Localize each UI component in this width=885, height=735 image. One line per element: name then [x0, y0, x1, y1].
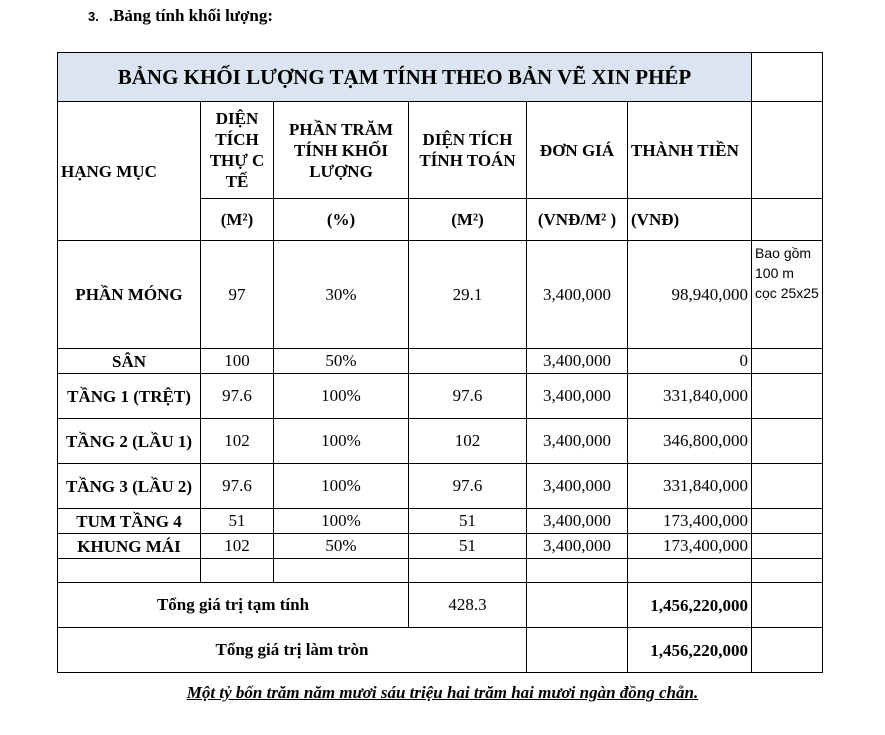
row-price: 3,400,000	[527, 509, 628, 534]
row-amount: 331,840,000	[628, 464, 752, 509]
empty-cell	[752, 53, 823, 102]
empty-cell	[752, 628, 823, 673]
empty-cell	[527, 583, 628, 628]
row-calc: 97.6	[409, 374, 527, 419]
row-calc: 29.1	[409, 241, 527, 349]
row-percent: 50%	[274, 534, 409, 559]
row-calc	[409, 349, 527, 374]
table-title: BẢNG KHỐI LƯỢNG TẠM TÍNH THEO BẢN VẼ XIN PHÉP	[58, 53, 752, 102]
row-actual: 51	[201, 509, 274, 534]
row-note	[752, 419, 823, 464]
row-price: 3,400,000	[527, 349, 628, 374]
row-actual: 102	[201, 419, 274, 464]
row-amount: 98,940,000	[628, 241, 752, 349]
total-rounded-row	[58, 628, 823, 673]
row-actual: 97	[201, 241, 274, 349]
header-percent: PHẦN TRĂM TÍNH KHỐI LƯỢNG	[274, 102, 409, 199]
row-percent: 100%	[274, 419, 409, 464]
total-rounded-amount: 1,456,220,000	[628, 628, 752, 673]
row-amount: 346,800,000	[628, 419, 752, 464]
row-note	[752, 349, 823, 374]
row-actual: 97.6	[201, 374, 274, 419]
unit-actual-area: (M²)	[201, 199, 274, 241]
row-calc: 102	[409, 419, 527, 464]
unit-price: (VNĐ/M² )	[527, 199, 628, 241]
row-amount: 173,400,000	[628, 509, 752, 534]
row-note	[752, 464, 823, 509]
header-item: HẠNG MỤC	[58, 102, 201, 241]
empty-cell	[752, 583, 823, 628]
row-item: KHUNG MÁI	[58, 534, 201, 559]
row-calc: 51	[409, 534, 527, 559]
row-item: TẦNG 2 (LẦU 1)	[58, 419, 201, 464]
table-row	[58, 464, 823, 509]
table-row	[58, 534, 823, 559]
row-note	[752, 374, 823, 419]
header-unit-price: ĐƠN GIÁ	[527, 102, 628, 199]
row-note	[752, 509, 823, 534]
table-row	[58, 419, 823, 464]
row-note: Bao gồm 100 m cọc 25x25	[752, 241, 823, 349]
table-row	[58, 374, 823, 419]
quantity-table	[57, 52, 823, 673]
row-percent: 100%	[274, 374, 409, 419]
unit-calc-area: (M²)	[409, 199, 527, 241]
row-item: SÂN	[58, 349, 201, 374]
row-amount: 331,840,000	[628, 374, 752, 419]
row-amount: 0	[628, 349, 752, 374]
row-percent: 50%	[274, 349, 409, 374]
header-amount: THÀNH TIỀN	[628, 102, 752, 199]
header-calc-area: DIỆN TÍCH TÍNH TOÁN	[409, 102, 527, 199]
empty-cell	[527, 628, 628, 673]
total-estimate-area: 428.3	[409, 583, 527, 628]
total-estimate-label: Tổng giá trị tạm tính	[58, 583, 409, 628]
total-rounded-label: Tổng giá trị làm tròn	[58, 628, 527, 673]
total-estimate-row	[58, 583, 823, 628]
section-number: 3.	[88, 9, 99, 24]
row-price: 3,400,000	[527, 241, 628, 349]
row-price: 3,400,000	[527, 464, 628, 509]
amount-in-words: Một tỷ bốn trăm năm mươi sáu triệu hai trăm hai mươi ngàn đồng chẵn.	[186, 683, 699, 702]
row-price: 3,400,000	[527, 374, 628, 419]
table-row	[58, 241, 823, 349]
row-percent: 30%	[274, 241, 409, 349]
table-row	[58, 509, 823, 534]
row-actual: 100	[201, 349, 274, 374]
empty-row	[58, 559, 823, 583]
row-actual: 97.6	[201, 464, 274, 509]
row-price: 3,400,000	[527, 419, 628, 464]
row-item: TUM TẦNG 4	[58, 509, 201, 534]
total-estimate-amount: 1,456,220,000	[628, 583, 752, 628]
row-percent: 100%	[274, 509, 409, 534]
row-item: PHẦN MÓNG	[58, 241, 201, 349]
row-calc: 97.6	[409, 464, 527, 509]
section-title: .Bảng tính khối lượng:	[108, 6, 274, 25]
row-amount: 173,400,000	[628, 534, 752, 559]
row-percent: 100%	[274, 464, 409, 509]
row-note	[752, 534, 823, 559]
row-price: 3,400,000	[527, 534, 628, 559]
header-actual-area: DIỆN TÍCH THỰ C TẾ	[201, 102, 274, 199]
section-heading	[88, 6, 273, 26]
row-item: TẦNG 3 (LẦU 2)	[58, 464, 201, 509]
row-actual: 102	[201, 534, 274, 559]
unit-amount: (VNĐ)	[628, 199, 752, 241]
row-calc: 51	[409, 509, 527, 534]
row-item: TẦNG 1 (TRỆT)	[58, 374, 201, 419]
empty-cell	[752, 102, 823, 199]
table-row	[58, 349, 823, 374]
unit-percent: (%)	[274, 199, 409, 241]
empty-cell	[752, 199, 823, 241]
